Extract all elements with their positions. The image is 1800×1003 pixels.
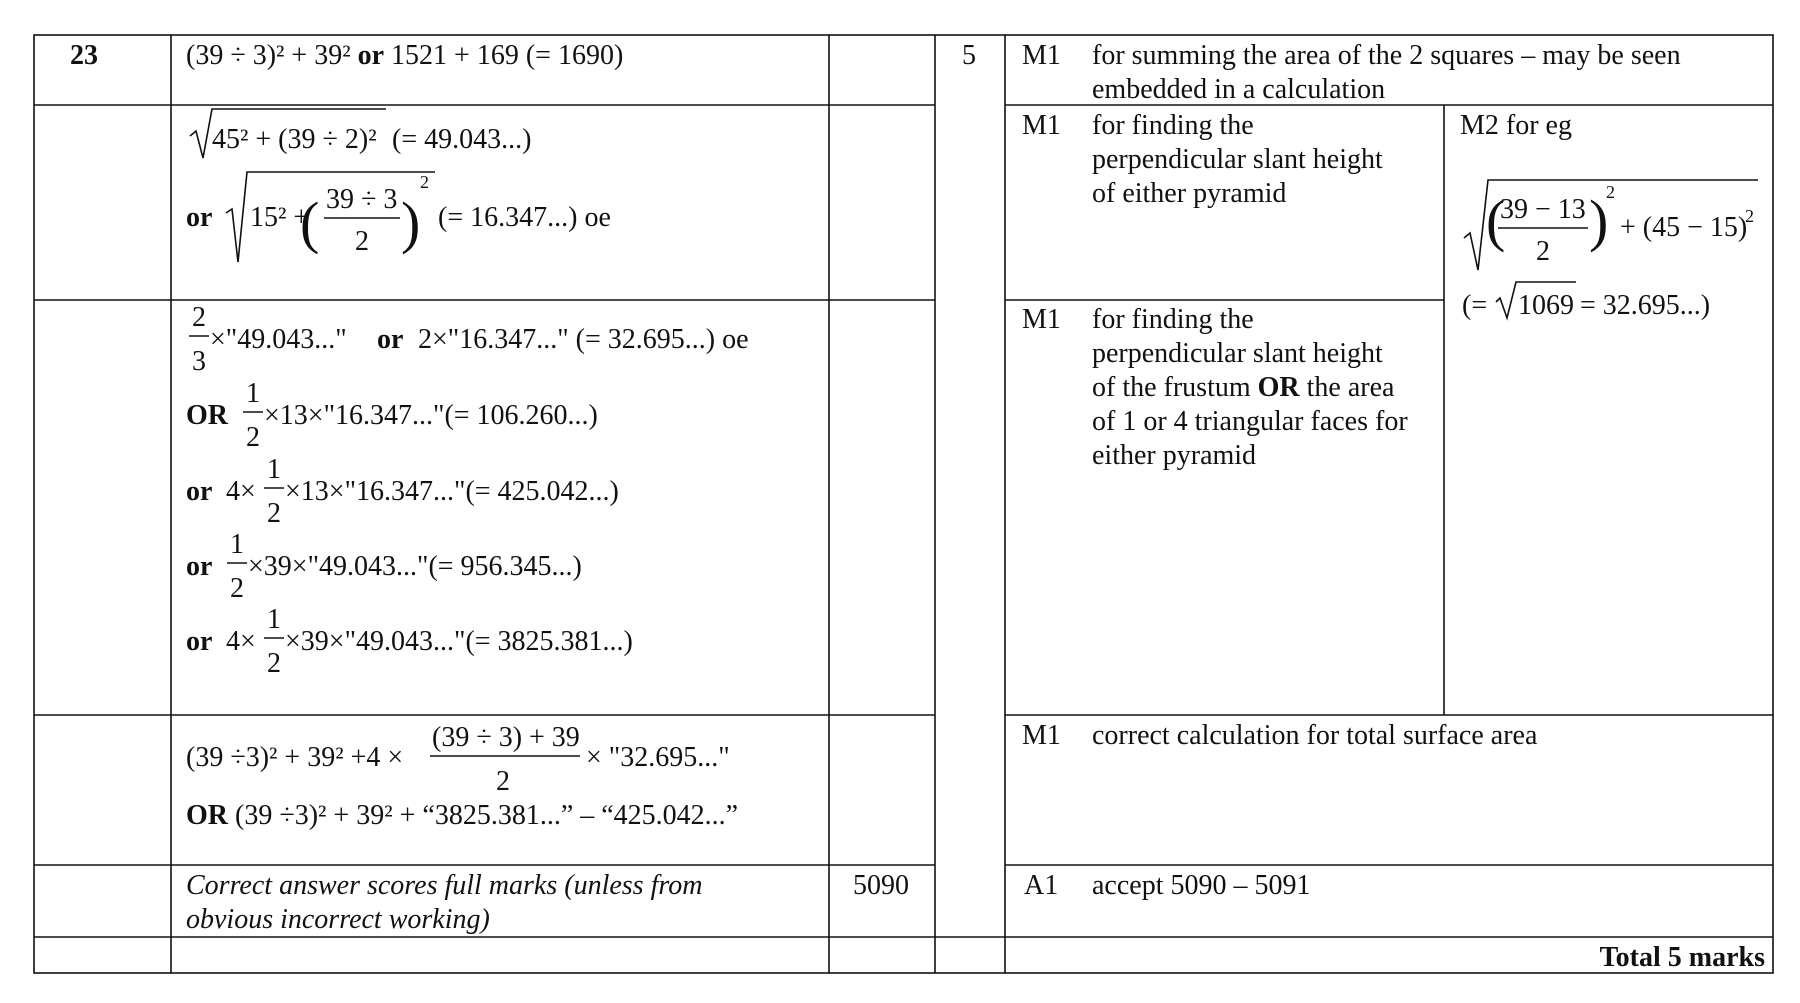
- mark-note: of the frustum OR the area: [1092, 372, 1395, 403]
- mark-note: accept 5090 – 5091: [1092, 870, 1311, 901]
- working-row3-line4: [186, 529, 582, 604]
- working-row2-line1: [190, 109, 531, 158]
- answer-value: 5090: [853, 870, 909, 901]
- m2-alternative: [1460, 110, 1758, 321]
- expr: ×"49.043...": [210, 324, 347, 355]
- fraction-num: 1: [267, 454, 281, 485]
- mark-code: M1: [1022, 40, 1061, 71]
- result-value: (= 16.347...) oe: [438, 202, 611, 233]
- expr: ×39×"49.043..."(= 956.345...): [248, 551, 582, 582]
- expr: 4×: [226, 626, 256, 657]
- or-label: or: [377, 324, 404, 355]
- expr: ×13×"16.347..."(= 425.042...): [285, 476, 619, 507]
- fraction-den: 2: [267, 498, 281, 529]
- mark-note: for summing the area of the 2 squares – may be seen: [1092, 40, 1681, 71]
- marks-count: 5: [962, 40, 976, 71]
- mark-note: correct calculation for total surface area: [1092, 720, 1538, 751]
- expr: 4×: [226, 476, 256, 507]
- radicand: 1069: [1518, 290, 1574, 321]
- working-row3-line3: [186, 454, 619, 529]
- working-row4-line2: OR (39 ÷3)² + 39² + “3825.381...” – “425.042...”: [186, 800, 739, 831]
- fraction-num: 39 ÷ 3: [326, 184, 398, 215]
- or-label: or: [186, 551, 213, 582]
- question-number: 23: [70, 40, 98, 71]
- expr: (=: [1462, 290, 1488, 321]
- fraction-num: 39 − 13: [1500, 194, 1586, 225]
- mark-note: of 1 or 4 triangular faces for: [1092, 406, 1408, 437]
- mark-note: either pyramid: [1092, 440, 1257, 471]
- radicand: 45² + (39 ÷ 2)²: [212, 124, 377, 155]
- expr: = 32.695...): [1580, 290, 1711, 321]
- mark-note: M2 for eg: [1460, 110, 1572, 141]
- fraction-den: 2: [246, 422, 260, 453]
- mark-note: of either pyramid: [1092, 178, 1287, 209]
- exponent: 2: [420, 172, 429, 192]
- mark-code: A1: [1024, 870, 1059, 901]
- mark-note: perpendicular slant height: [1092, 144, 1383, 175]
- fraction-num: 1: [246, 378, 260, 409]
- right-paren: ): [1589, 188, 1609, 253]
- or-label: or: [186, 626, 213, 657]
- or-label: OR: [186, 400, 228, 431]
- working-row3-line5: [186, 604, 633, 679]
- working-row3-line2: [186, 378, 598, 453]
- expr: ×39×"49.043..."(= 3825.381...): [285, 626, 633, 657]
- fraction-den: 2: [230, 573, 244, 604]
- working-row4-line1: [186, 722, 730, 797]
- radicand-part: 15² +: [250, 202, 310, 233]
- result-value: (= 49.043...): [392, 124, 532, 155]
- mark-note: perpendicular slant height: [1092, 338, 1383, 369]
- mark-code: M1: [1022, 304, 1061, 335]
- mark-note: for finding the: [1092, 110, 1254, 141]
- fraction-num: 2: [192, 302, 206, 333]
- mark-note: for finding the: [1092, 304, 1254, 335]
- mark-code: M1: [1022, 110, 1061, 141]
- expr: ×13×"16.347..."(= 106.260...): [264, 400, 598, 431]
- total-marks: Total 5 marks: [1599, 942, 1765, 973]
- fraction-den: 2: [267, 648, 281, 679]
- expr: × "32.695...": [586, 742, 730, 773]
- fraction-den: 2: [1536, 236, 1550, 267]
- working-row1: (39 ÷ 3)² + 39² or 1521 + 169 (= 1690): [186, 40, 624, 71]
- exponent: 2: [1745, 206, 1754, 226]
- full-marks-note-1: Correct answer scores full marks (unless from: [186, 870, 703, 901]
- expr: 2×"16.347..." (= 32.695...) oe: [418, 324, 749, 355]
- working-row2-line2: [186, 172, 611, 262]
- left-paren: (: [300, 190, 320, 255]
- exponent: 2: [1606, 182, 1615, 202]
- right-paren: ): [401, 190, 421, 255]
- fraction-num: (39 ÷ 3) + 39: [432, 722, 580, 753]
- fraction-num: 1: [267, 604, 281, 635]
- or-label: or: [186, 202, 213, 233]
- expr: + (45 − 15): [1620, 212, 1748, 243]
- full-marks-note-2: obvious incorrect working): [186, 904, 490, 935]
- fraction-num: 1: [230, 529, 244, 560]
- fraction-den: 3: [192, 346, 206, 377]
- mark-code: M1: [1022, 720, 1061, 751]
- or-label: or: [186, 476, 213, 507]
- left-paren: (: [1486, 188, 1506, 253]
- fraction-den: 2: [496, 766, 510, 797]
- mark-note: embedded in a calculation: [1092, 74, 1386, 105]
- expr: (39 ÷3)² + 39² +4 ×: [186, 742, 404, 773]
- fraction-den: 2: [355, 226, 369, 257]
- working-row3-line1: [189, 302, 749, 377]
